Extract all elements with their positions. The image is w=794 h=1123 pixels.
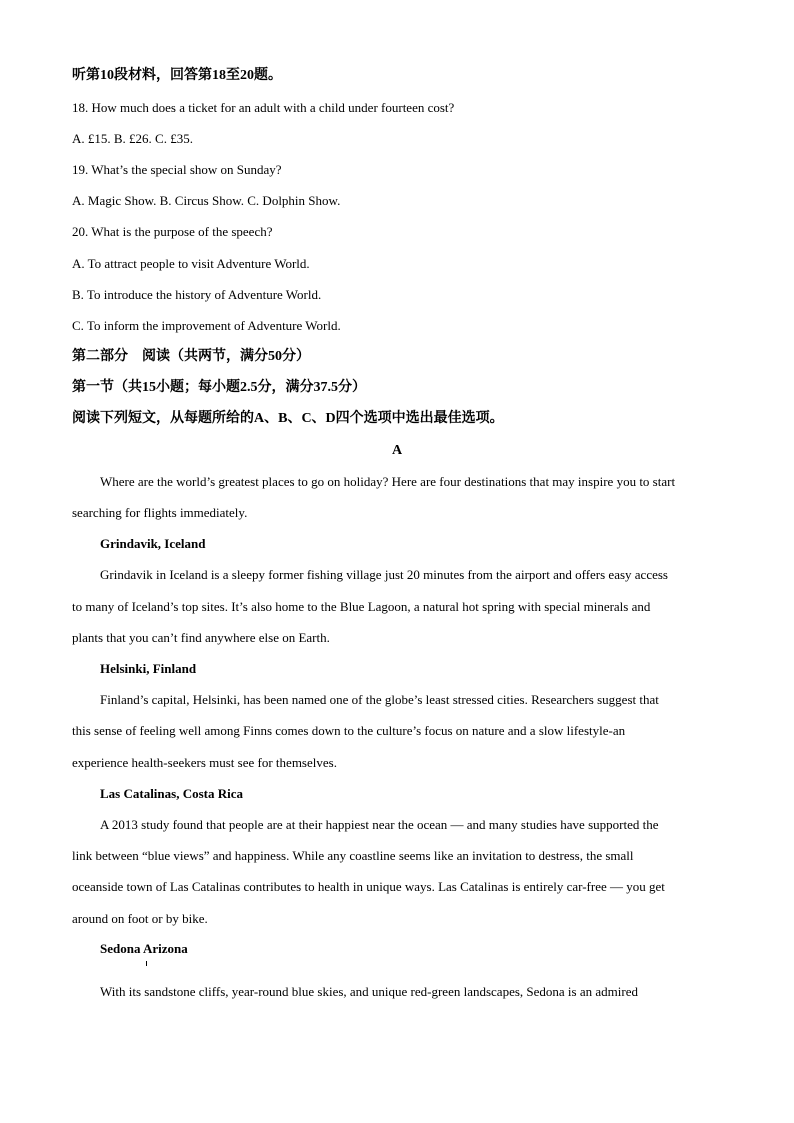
sedona-title: Sedona Arizona (100, 941, 188, 956)
listening-heading: 听第10段材料，回答第18至20题。 (72, 68, 282, 83)
reading-section-heading: 第一节（共15小题；每小题2.5分，满分37.5分） (72, 380, 366, 395)
question-20-option-a: A. To attract people to visit Adventure World. (72, 256, 310, 271)
catalinas-line-1: A 2013 study found that people are at their happiest near the ocean — and many studies have supported the (100, 817, 659, 832)
question-20-option-c: C. To inform the improvement of Adventure World. (72, 318, 341, 333)
passage-label: A (391, 443, 403, 458)
reading-instruction: 阅读下列短文，从每题所给的A、B、C、D四个选项中选出最佳选项。 (72, 411, 504, 426)
intro-line-2: searching for flights immediately. (72, 505, 248, 520)
grindavik-line-3: plants that you can’t find anywhere else on Earth. (72, 630, 330, 645)
grindavik-line-2: to many of Iceland’s top sites. It’s also home to the Blue Lagoon, a natural hot spring with special minerals and (72, 599, 651, 614)
catalinas-line-3: oceanside town of Las Catalinas contributes to health in unique ways. Las Catalinas is entirely car-free — you get (72, 879, 665, 894)
question-18-options: A. £15. B. £26. C. £35. (72, 131, 193, 146)
grindavik-title: Grindavik, Iceland (100, 536, 206, 551)
helsinki-line-1: Finland’s capital, Helsinki, has been named one of the globe’s least stressed cities. Researchers suggest that (100, 692, 659, 707)
question-19-options: A. Magic Show. B. Circus Show. C. Dolphin Show. (72, 193, 341, 208)
catalinas-line-2: link between “blue views” and happiness. While any coastline seems like an invitation to destress, the small (72, 848, 634, 863)
grindavik-line-1: Grindavik in Iceland is a sleepy former fishing village just 20 minutes from the airport and offers easy access (100, 567, 668, 582)
helsinki-line-3: experience health-seekers must see for themselves. (72, 755, 337, 770)
reading-part-heading: 第二部分 阅读（共两节，满分50分） (72, 349, 310, 364)
question-20-option-b: B. To introduce the history of Adventure World. (72, 287, 322, 302)
helsinki-title: Helsinki, Finland (100, 661, 197, 676)
sedona-line-1: With its sandstone cliffs, year-round blue skies, and unique red-green landscapes, Sedona is an admired (100, 984, 638, 999)
catalinas-title: Las Catalinas, Costa Rica (100, 786, 244, 801)
question-19: 19. What’s the special show on Sunday? (72, 162, 282, 177)
intro-line-1: Where are the world’s greatest places to go on holiday? Here are four destinations that may inspire you to start (100, 474, 676, 489)
question-18: 18. How much does a ticket for an adult with a child under fourteen cost? (72, 100, 455, 115)
catalinas-line-4: around on foot or by bike. (72, 911, 208, 926)
comma-mark (146, 961, 147, 966)
question-20: 20. What is the purpose of the speech? (72, 224, 273, 239)
helsinki-line-2: this sense of feeling well among Finns comes down to the culture’s focus on nature and a slow lifestyle-an (72, 723, 626, 738)
